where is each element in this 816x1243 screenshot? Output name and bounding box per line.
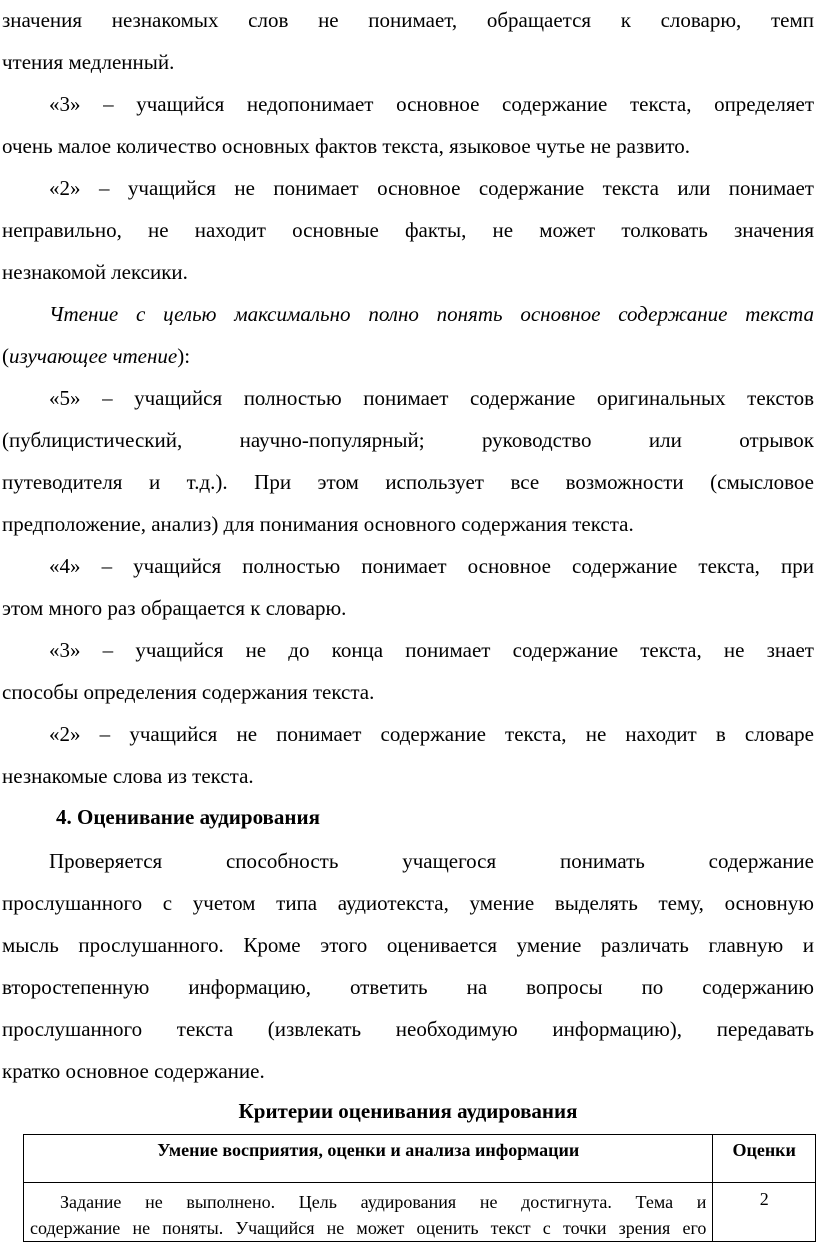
- text-line: незнакомой лексики.: [2, 260, 188, 284]
- paren-close: ):: [177, 344, 191, 368]
- text-line: чтения медленный.: [2, 50, 175, 74]
- text-line: способы определения содержания текста.: [2, 680, 375, 704]
- text-line: «2» – учащийся не понимает основное содержание текста или понимает: [49, 176, 814, 200]
- text-line: (публицистический, научно-популярный; руководство или отрывок: [2, 428, 814, 452]
- grade-cell: 2: [713, 1183, 816, 1242]
- header-cell-skill: Умение восприятия, оценки и анализа информации: [24, 1135, 713, 1183]
- text-line: путеводителя и т.д.). При этом использует все возможности (смысловое: [2, 470, 814, 494]
- text-line: кратко основное содержание.: [2, 1059, 265, 1083]
- table-header-row: [24, 1135, 816, 1183]
- italic-term: изучающее чтение: [9, 344, 178, 368]
- text-line: неправильно, не находит основные факты, не может толковать значения: [2, 218, 814, 242]
- text-line: «3» – учащийся не до конца понимает содержание текста, не знает: [49, 638, 814, 662]
- text-line: незнакомые слова из текста.: [2, 764, 254, 788]
- text-line: Проверяется способность учащегося понимать содержание: [49, 849, 814, 873]
- header-cell-grade: Оценки: [713, 1135, 816, 1183]
- text-line: мысль прослушанного. Кроме этого оценивается умение различать главную и: [2, 933, 814, 957]
- text-line: «4» – учащийся полностью понимает основное содержание текста, при: [49, 554, 814, 578]
- paren-open: (: [2, 344, 9, 368]
- text-line: «3» – учащийся недопонимает основное содержание текста, определяет: [49, 92, 814, 116]
- text-line: значения незнакомых слов не понимает, обращается к словарю, темп: [2, 8, 814, 32]
- table-title: Критерии оценивания аудирования: [238, 1099, 578, 1123]
- criteria-cell: [24, 1183, 713, 1242]
- text-line: прослушанного текста (извлекать необходимую информацию), передавать: [2, 1017, 814, 1041]
- text-line: этом много раз обращается к словарю.: [2, 596, 347, 620]
- italic-subheading: Чтение с целью максимально полно понять основное содержание текста: [49, 302, 814, 326]
- text-line: «2» – учащийся не понимает содержание текста, не находит в словаре: [49, 722, 814, 746]
- text-line: «5» – учащийся полностью понимает содержание оригинальных текстов: [49, 386, 814, 410]
- cell-text-line: содержание не поняты. Учащийся не может оценить текст с точки зрения его: [30, 1218, 707, 1238]
- cell-text-line: Задание не выполнено. Цель аудирования не достигнута. Тема и: [60, 1192, 707, 1212]
- table-row: [24, 1183, 816, 1242]
- text-line: очень малое количество основных фактов текста, языковое чутье не развито.: [2, 134, 691, 158]
- criteria-table: [23, 1134, 816, 1242]
- text-line: [2, 343, 814, 369]
- text-line: второстепенную информацию, ответить на вопросы по содержанию: [2, 975, 814, 999]
- text-line: предположение, анализ) для понимания основного содержания текста.: [2, 512, 634, 536]
- text-line: прослушанного с учетом типа аудиотекста, умение выделять тему, основную: [2, 891, 814, 915]
- section-heading: 4. Оценивание аудирования: [56, 805, 320, 829]
